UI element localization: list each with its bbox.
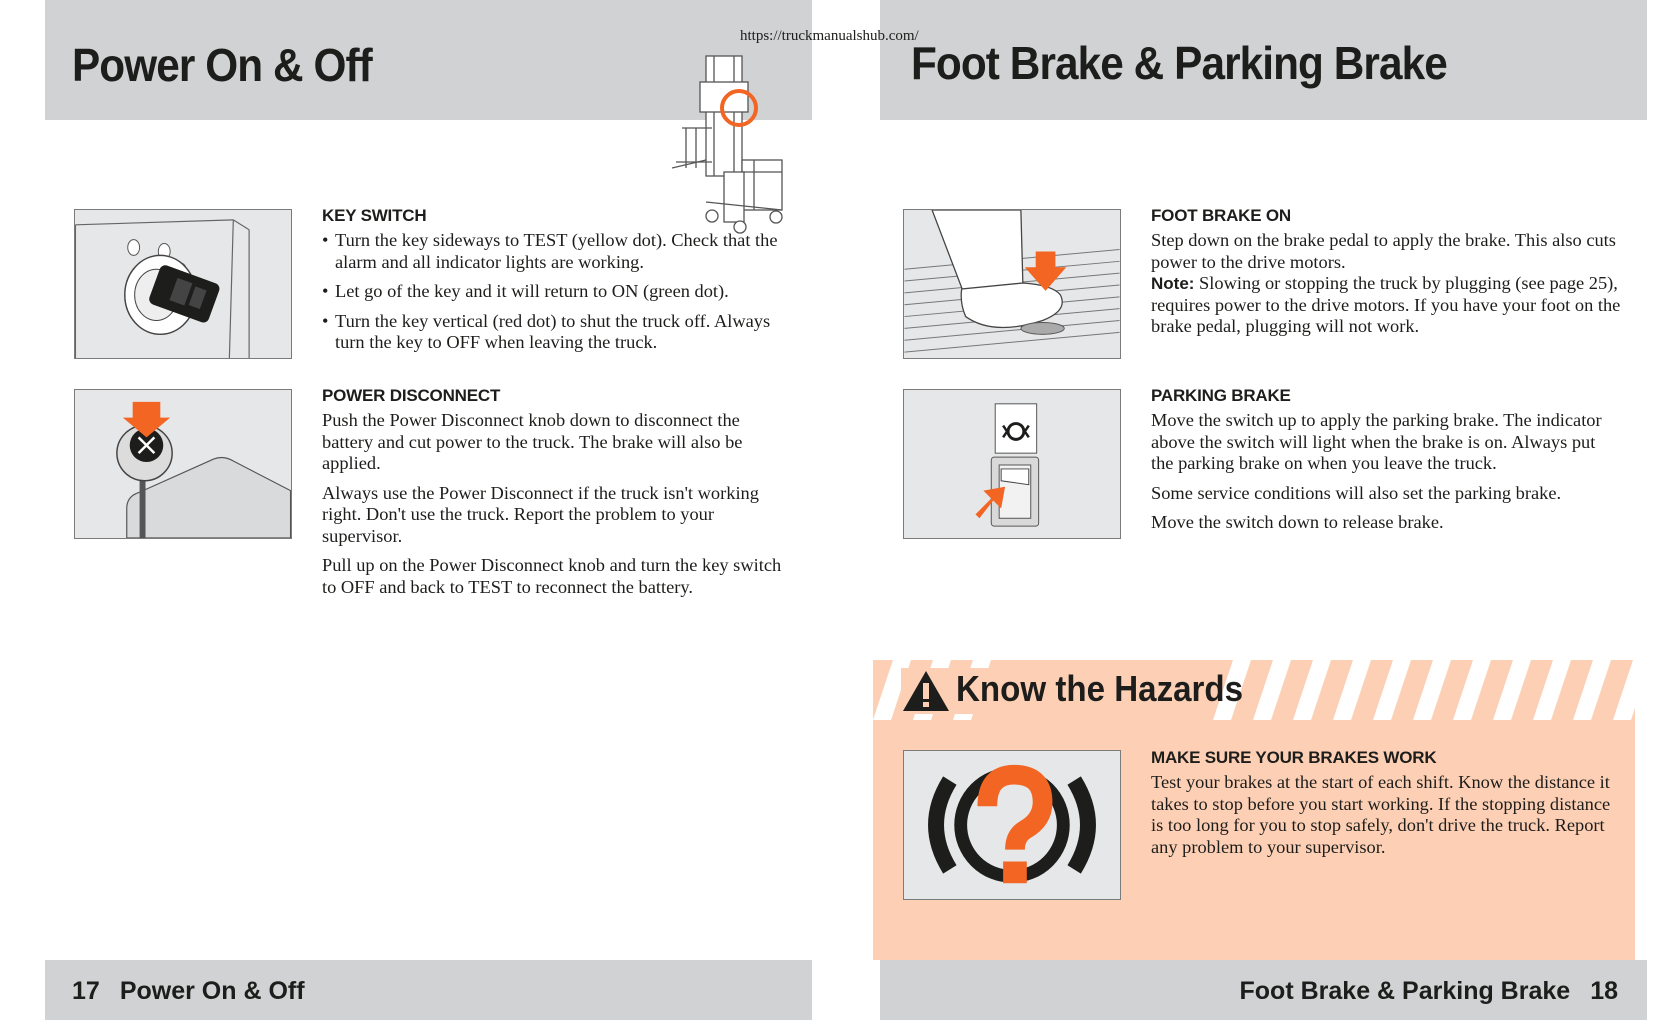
bullet-dot: • <box>322 310 329 331</box>
power-disconnect-paragraph-3: Pull up on the Power Disconnect knob and turn the key switch to OFF and back to TEST to reconnect the battery. <box>322 555 782 597</box>
key-switch-section <box>322 206 792 362</box>
hazards-text: Test your brakes at the start of each shift. Know the distance it takes to stop before you start working. If the stopping distance is too long for you to stop safely, don't drive the truck. Report any problem to your supervisor. <box>1151 772 1611 857</box>
bullet-text: Let go of the key and it will return to ON (green dot). <box>335 281 729 301</box>
foot-brake-illustration <box>903 209 1121 359</box>
hazards-section <box>1151 748 1621 866</box>
key-switch-illustration <box>74 209 292 359</box>
power-disconnect-paragraph-1: Push the Power Disconnect knob down to disconnect the battery and cut power to the truck. The brake will also be applied. <box>322 410 743 473</box>
power-disconnect-section <box>322 386 792 606</box>
parking-brake-illustration <box>903 389 1121 539</box>
power-disconnect-paragraph-2: Always use the Power Disconnect if the truck isn't working right. Don't use the truck. Report the problem to your supervisor. <box>322 482 759 546</box>
parking-brake-paragraph-1: Move the switch up to apply the parking brake. The indicator above the switch will light when the brake is on. Always put the parking brake on when you leave the truck. <box>1151 410 1602 473</box>
warning-triangle-icon <box>902 670 950 712</box>
power-disconnect-heading: POWER DISCONNECT <box>322 386 501 405</box>
key-switch-bullet-2 <box>322 281 792 303</box>
left-page-title: Power On & Off <box>72 39 372 91</box>
brake-warning-icon <box>903 750 1121 900</box>
parking-brake-paragraph-2: Some service conditions will also set the parking brake. <box>1151 482 1562 503</box>
left-footer <box>72 977 305 1006</box>
hazards-title: Know the Hazards <box>956 668 1244 709</box>
key-switch-bullet-1 <box>322 230 792 273</box>
bullet-text: Turn the key vertical (red dot) to shut the truck off. Always turn the key to OFF when leaving the truck. <box>335 310 771 352</box>
parking-brake-paragraph-3: Move the switch down to release brake. <box>1151 512 1444 532</box>
foot-brake-text: Step down on the brake pedal to apply the brake. This also cuts power to the drive motors. <box>1151 230 1616 272</box>
left-page-number: 17 <box>72 977 100 1005</box>
left-footer-label: Power On & Off <box>119 977 305 1005</box>
power-disconnect-illustration <box>74 389 292 539</box>
bullet-text: Turn the key sideways to TEST (yellow dot). Check that the alarm and all indicator lights are working. <box>335 230 778 272</box>
right-page-title: Foot Brake & Parking Brake <box>911 37 1447 89</box>
hazards-heading: MAKE SURE YOUR BRAKES WORK <box>1151 748 1437 767</box>
right-footer-label: Foot Brake & Parking Brake <box>1239 977 1571 1005</box>
foot-brake-note <box>1151 273 1621 338</box>
watermark-url[interactable]: https://truckmanualshub.com/ <box>740 28 919 44</box>
right-page-number: 18 <box>1590 977 1618 1005</box>
parking-brake-heading: PARKING BRAKE <box>1151 386 1291 405</box>
foot-brake-heading: FOOT BRAKE ON <box>1151 206 1292 225</box>
note-label: Note: <box>1151 274 1195 293</box>
right-footer <box>1240 977 1618 1006</box>
bullet-dot: • <box>322 230 329 250</box>
parking-brake-section <box>1151 386 1621 542</box>
bullet-dot: • <box>322 281 329 301</box>
key-switch-bullet-3 <box>322 311 792 354</box>
foot-brake-section <box>1151 206 1621 346</box>
key-switch-heading: KEY SWITCH <box>322 206 427 225</box>
note-text: Slowing or stopping the truck by plugging (see page 25), requires power to the drive motors. If you have your foot on the brake pedal, plugging will not work. <box>1151 273 1621 336</box>
